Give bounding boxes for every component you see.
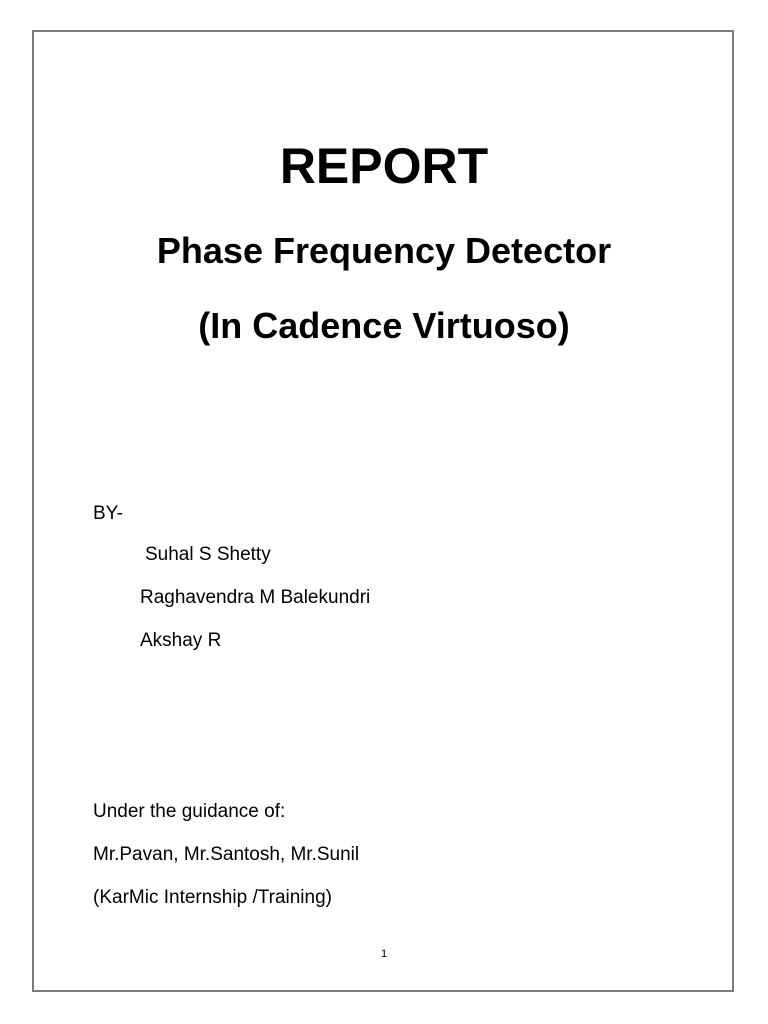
author-name: Akshay R — [140, 630, 222, 651]
by-label: BY- — [93, 503, 123, 524]
report-title: REPORT — [279, 138, 489, 194]
tool-line: (In Cadence Virtuoso) — [198, 305, 570, 346]
page-number: 1 — [380, 948, 388, 960]
report-subtitle: Phase Frequency Detector — [156, 230, 612, 271]
program-line: (KarMic Internship /Training) — [93, 887, 332, 908]
author-name: Raghavendra M Balekundri — [140, 587, 371, 608]
guidance-label: Under the guidance of: — [93, 801, 286, 822]
author-name: Suhal S Shetty — [145, 544, 271, 565]
guides-list: Mr.Pavan, Mr.Santosh, Mr.Sunil — [93, 844, 360, 865]
